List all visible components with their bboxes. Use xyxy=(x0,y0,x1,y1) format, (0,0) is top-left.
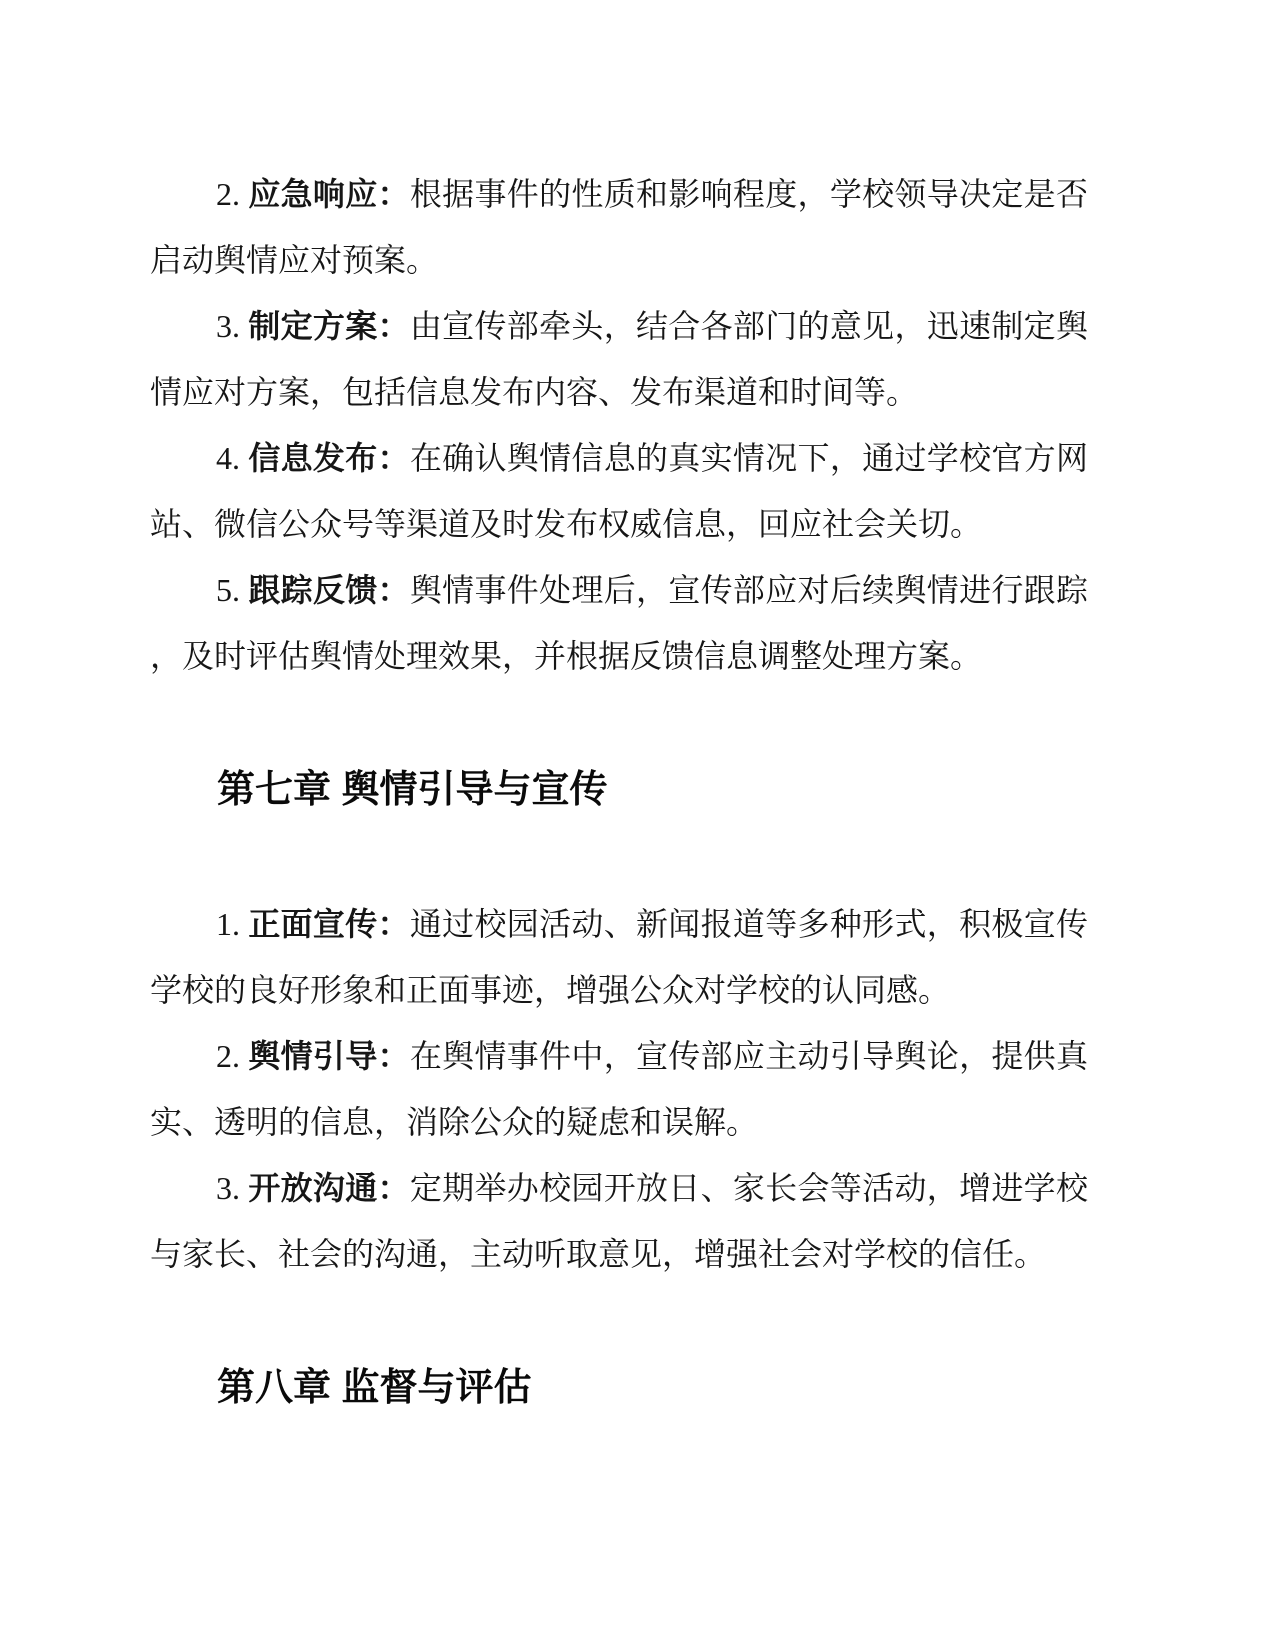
item-number: 1. xyxy=(216,906,249,942)
body-text: 由宣传部牵头，结合各部门的意见，迅速制定舆 xyxy=(409,308,1088,344)
body-text: 学校的良好形象和正面事迹，增强公众对学校的认同感。 xyxy=(150,972,951,1008)
paragraph-line xyxy=(150,293,1088,359)
paragraph-line xyxy=(150,227,1088,293)
item-label: 信息发布： xyxy=(248,440,410,476)
chapter-heading: 第八章 监督与评估 xyxy=(217,1367,532,1409)
paragraph-line xyxy=(150,957,1088,1023)
body-text: 实、透明的信息，消除公众的疑虑和误解。 xyxy=(150,1104,759,1140)
body-text: ，及时评估舆情处理效果，并根据反馈信息调整处理方案。 xyxy=(150,638,983,674)
paragraph-line xyxy=(150,1155,1088,1221)
item-number: 4. xyxy=(216,440,249,476)
chapter-heading: 第七章 舆情引导与宣传 xyxy=(217,769,608,811)
item-number: 2. xyxy=(216,176,249,212)
paragraph-line xyxy=(150,891,1088,957)
item-label: 制定方案： xyxy=(248,308,410,344)
text-column xyxy=(150,161,1088,1489)
item-label: 舆情引导： xyxy=(248,1038,410,1074)
body-text: 与家长、社会的沟通，主动听取意见，增强社会对学校的信任。 xyxy=(150,1236,1047,1272)
body-text: 在确认舆情信息的真实情况下，通过学校官方网 xyxy=(409,440,1088,476)
paragraph-line xyxy=(150,1023,1088,1089)
body-text: 定期举办校园开放日、家长会等活动，增进学校 xyxy=(409,1170,1088,1206)
paragraph-line xyxy=(150,557,1088,623)
body-text: 根据事件的性质和影响程度，学校领导决定是否 xyxy=(409,176,1088,212)
body-text: 情应对方案，包括信息发布内容、发布渠道和时间等。 xyxy=(150,374,919,410)
body-text: 在舆情事件中，宣传部应主动引导舆论，提供真 xyxy=(409,1038,1088,1074)
paragraph-line xyxy=(150,623,1088,689)
item-number: 3. xyxy=(216,308,249,344)
paragraph-line xyxy=(150,1221,1088,1287)
paragraph-line xyxy=(150,491,1088,557)
item-number: 3. xyxy=(216,1170,249,1206)
body-text: 启动舆情应对预案。 xyxy=(150,242,439,278)
body-text: 站、微信公众号等渠道及时发布权威信息，回应社会关切。 xyxy=(150,506,983,542)
body-text: 舆情事件处理后，宣传部应对后续舆情进行跟踪 xyxy=(409,572,1088,608)
paragraph-line xyxy=(150,1089,1088,1155)
paragraph-line xyxy=(150,359,1088,425)
item-label: 正面宣传： xyxy=(248,906,410,942)
body-text: 通过校园活动、新闻报道等多种形式，积极宣传 xyxy=(409,906,1088,942)
item-label: 开放沟通： xyxy=(248,1170,410,1206)
paragraph-line xyxy=(150,425,1088,491)
paragraph-line xyxy=(150,161,1088,227)
item-number: 5. xyxy=(216,572,249,608)
item-number: 2. xyxy=(216,1038,249,1074)
item-label: 跟踪反馈： xyxy=(248,572,410,608)
item-label: 应急响应： xyxy=(248,176,410,212)
